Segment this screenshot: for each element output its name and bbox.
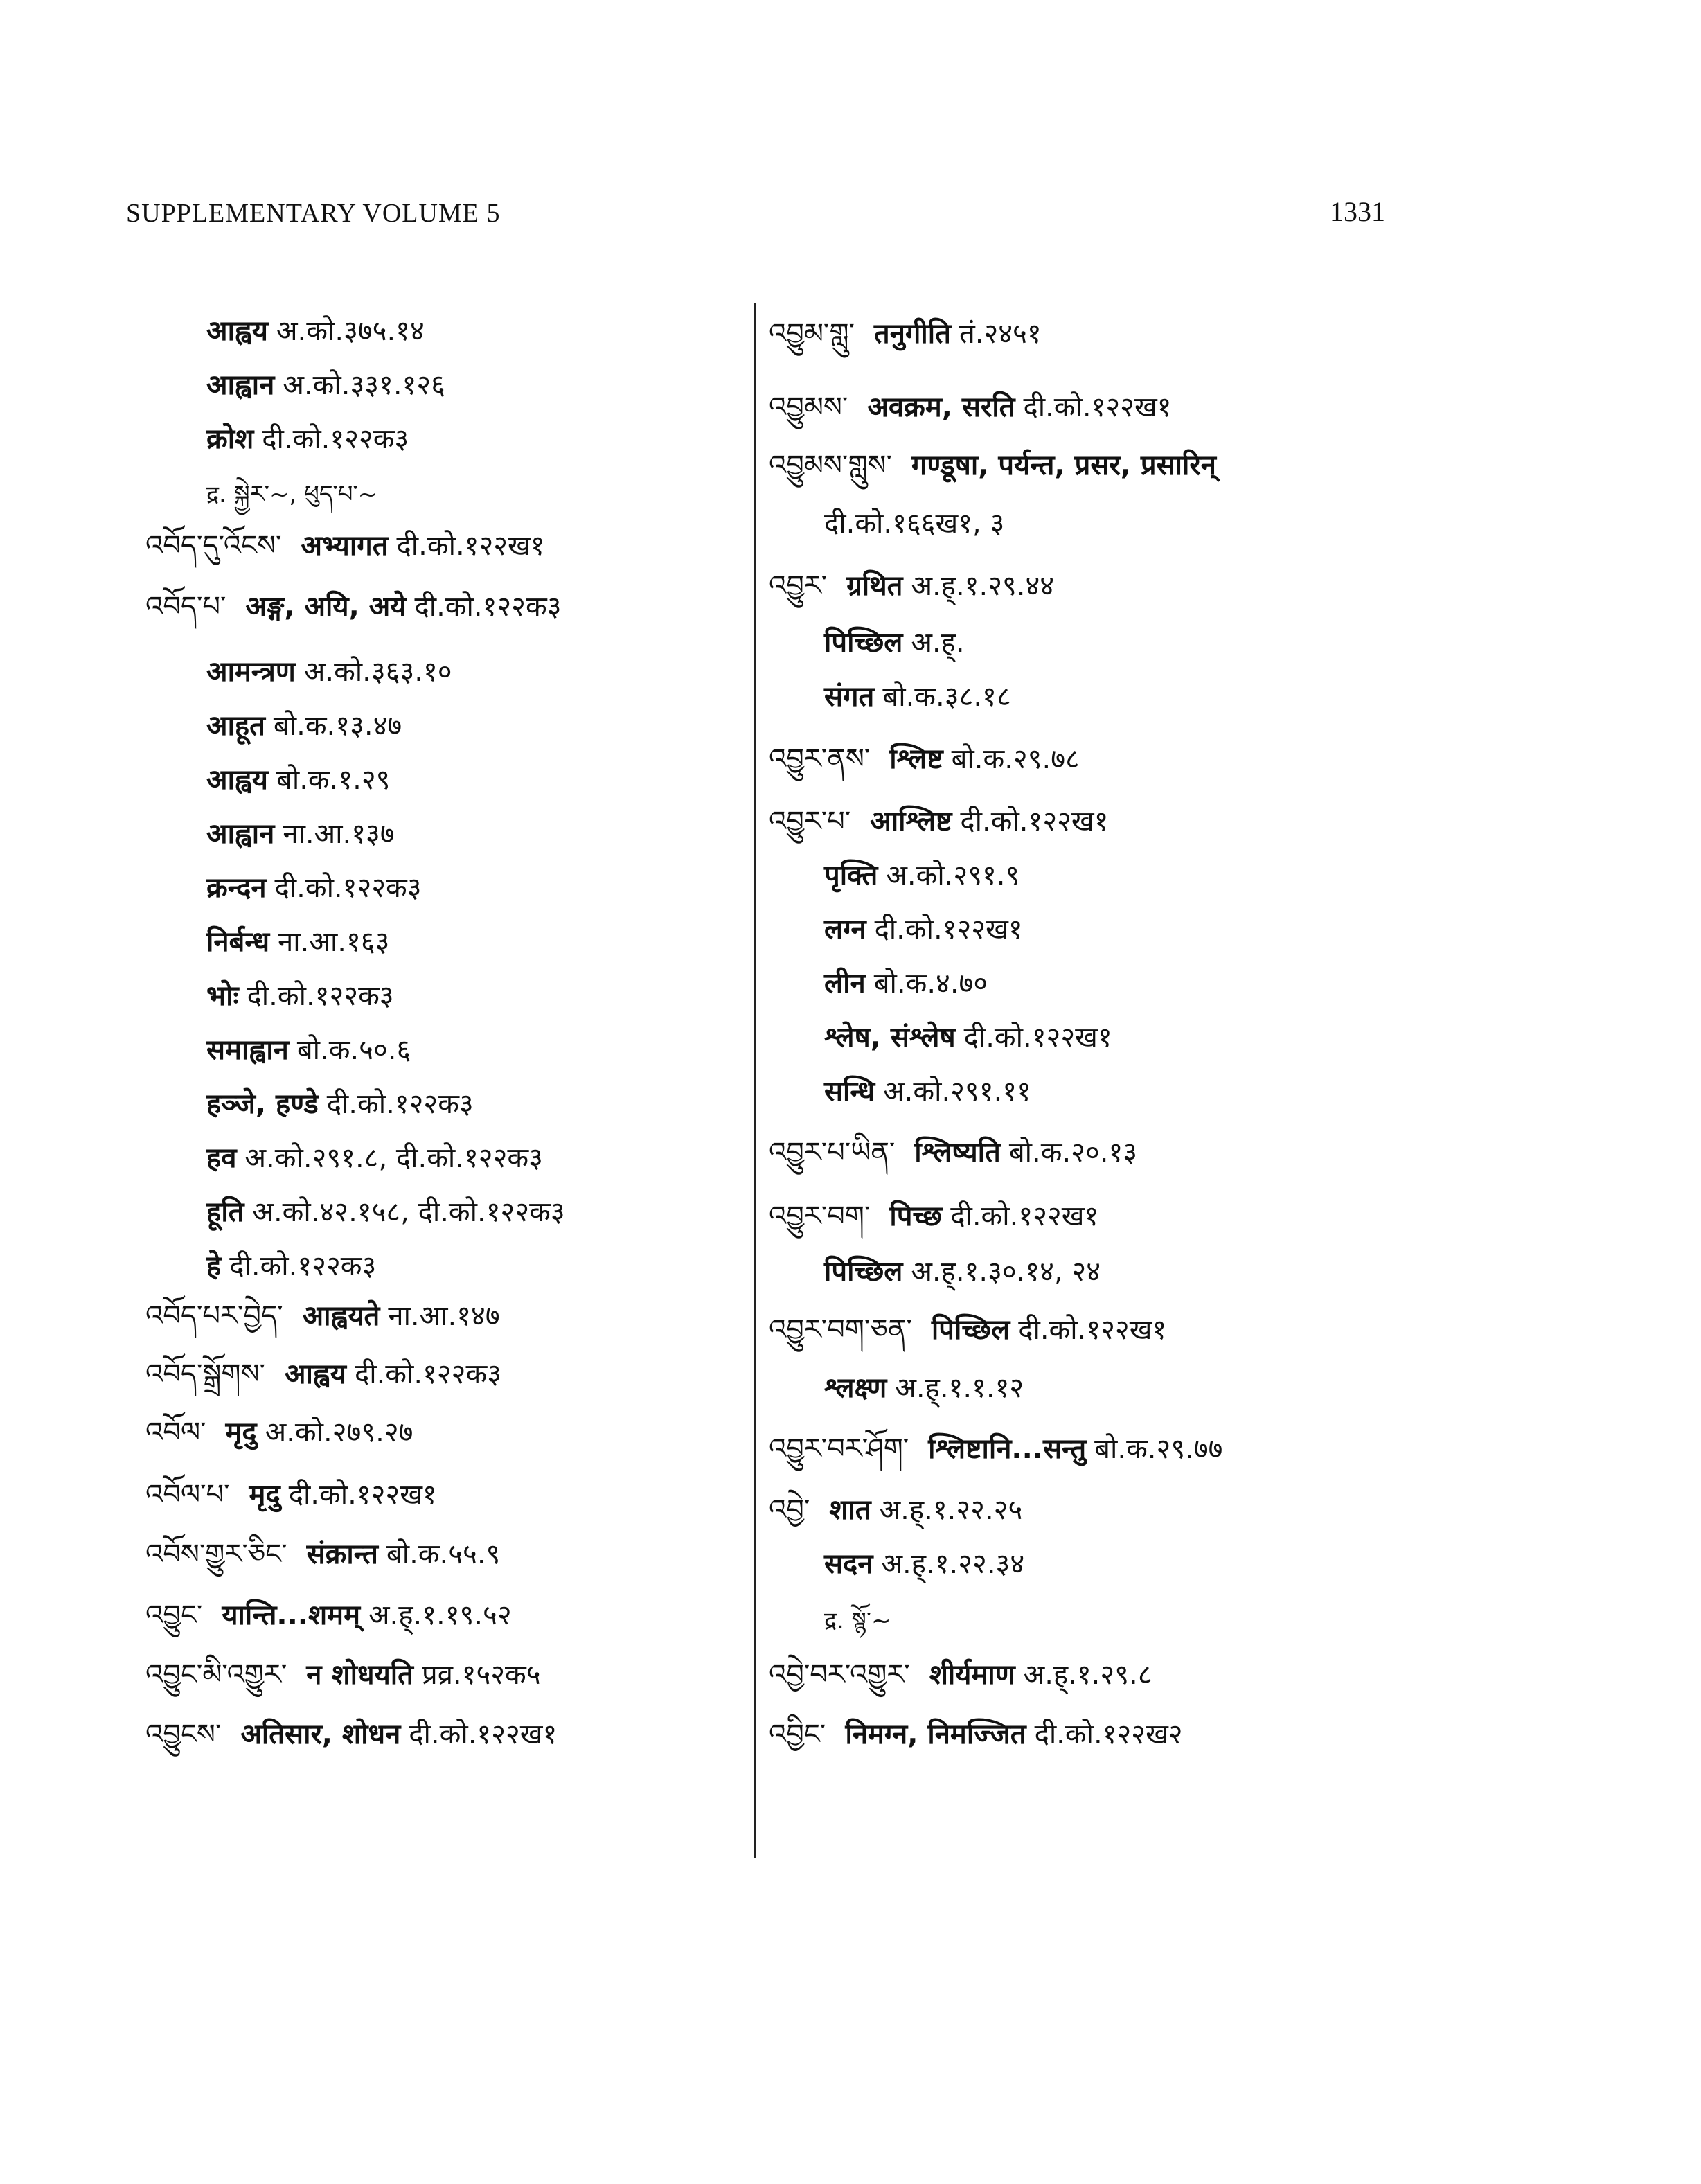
headword-entry (769, 314, 1042, 353)
source-reference: दी.को.१२२ख१ (950, 1200, 1099, 1232)
sub-entry (206, 1247, 376, 1286)
tibetan-headword: འབྱུར་པ་ཡིན་ (769, 1137, 896, 1169)
tibetan-headword: འབྱེ་ (769, 1494, 810, 1526)
headword-entry (145, 1535, 500, 1574)
sub-entry (824, 856, 1019, 895)
sanskrit-equivalent: अङ्ग, अयि, अये (245, 591, 407, 623)
sub-entry (206, 420, 409, 459)
source-reference: बो.क.२९.७८ (951, 743, 1080, 775)
cross-reference: द्र. སྙོ་~ (824, 1607, 891, 1635)
headword-entry (769, 1430, 1222, 1468)
headword-entry (769, 802, 1108, 841)
tibetan-headword: འབྱུམས་ (769, 391, 848, 423)
tibetan-headword: འབོད་པར་བྱེད་ (145, 1300, 283, 1332)
source-reference: अ.ह्.१.२९.४४ (911, 570, 1055, 602)
tibetan-headword: འབོད་དུ་འོངས་ (145, 530, 282, 562)
sanskrit-equivalent: तनुगीति (873, 318, 951, 350)
source-reference: दी.को.१२२क३ (414, 591, 562, 623)
sub-entry (206, 707, 402, 745)
sanskrit-equivalent: अतिसार, शोधन (240, 1719, 401, 1750)
tibetan-headword: འབྱེ་བར་འགྱུར་ (769, 1659, 910, 1691)
headword-entry (145, 1655, 541, 1694)
sanskrit-equivalent: श्लक्ष्ण (824, 1372, 887, 1404)
tibetan-headword: འབོས་གྱུར་ཅིང་ (145, 1538, 287, 1570)
source-reference: दी.को.१२२क३ (247, 980, 394, 1012)
sub-entry (206, 366, 445, 405)
sanskrit-equivalent: आह्वयते (302, 1300, 380, 1332)
headword-entry (769, 1491, 1022, 1529)
sanskrit-equivalent: लग्न (824, 914, 866, 945)
sub-entry (824, 910, 1023, 949)
tibetan-headword: འབོལ་ (145, 1417, 206, 1448)
source-reference: बो.क.४.७० (873, 968, 988, 1000)
cross-reference: द्र. སྐྱེར་~, ཕུད་པ་~ (206, 481, 378, 508)
sanskrit-equivalent: आह्वान (206, 369, 275, 401)
sub-entry (824, 1072, 1031, 1111)
source-reference: दी.को.१२२क३ (354, 1358, 501, 1390)
headword-entry (145, 1413, 413, 1452)
source-reference: अ.ह्.१.१९.५२ (368, 1599, 512, 1631)
sanskrit-equivalent: शात (829, 1494, 871, 1526)
sanskrit-equivalent: संगत (824, 681, 875, 713)
source-reference: अ.को.२९१.८, दी.को.१२२क३ (244, 1142, 543, 1174)
sanskrit-equivalent: सन्धि (824, 1076, 875, 1108)
source-reference: अ.को.३७५.१४ (276, 315, 425, 347)
sub-entry (206, 977, 394, 1015)
sub-entry (206, 923, 389, 961)
source-reference: दी.को.१२२ख१ (874, 914, 1023, 945)
sub-entry (206, 312, 425, 350)
sanskrit-equivalent: आह्वय (206, 315, 268, 347)
source-reference: बो.क.१३.४७ (273, 710, 402, 742)
sub-entry (824, 504, 1004, 543)
sanskrit-equivalent: शीर्यमाण (929, 1659, 1015, 1691)
source-reference: दी.को.१६६ख१, ३ (824, 508, 1005, 540)
sanskrit-equivalent: हे (206, 1250, 222, 1282)
source-reference: बो.क.१.२९ (276, 764, 391, 796)
source-reference: ना.आ.१६३ (278, 926, 390, 958)
source-reference: दी.को.१२२क३ (274, 872, 422, 904)
source-reference: ना.आ.१३७ (283, 818, 395, 850)
page-number: 1331 (1330, 196, 1385, 227)
source-reference: बो.क.५५.९ (386, 1538, 501, 1570)
source-reference: दी.को.१२२क३ (262, 423, 409, 455)
sanskrit-equivalent: पिच्छिल (824, 627, 903, 659)
sanskrit-equivalent: आह्वय (284, 1358, 346, 1390)
sub-entry (206, 1193, 565, 1232)
sanskrit-equivalent: निमग्न, निमज्जित (845, 1719, 1026, 1750)
tibetan-headword: འབྱུང་ (145, 1599, 203, 1631)
sanskrit-equivalent: न शोधयति (306, 1659, 413, 1691)
sub-entry (206, 474, 377, 514)
sub-entry (824, 1018, 1112, 1057)
sanskrit-equivalent: संक्रान्त (306, 1538, 378, 1570)
sub-entry (824, 1252, 1101, 1291)
source-reference: अ.को.३६३.१० (303, 656, 452, 688)
headword-entry (769, 1715, 1183, 1754)
sanskrit-equivalent: पिच्छिल (824, 1256, 903, 1288)
sanskrit-equivalent: निर्बन्ध (206, 926, 270, 958)
sub-entry (206, 815, 395, 853)
source-reference: दी.को.१२२ख१ (960, 806, 1109, 837)
sanskrit-equivalent: आह्वान (206, 818, 275, 850)
tibetan-headword: འབྱུར་ (769, 570, 828, 602)
sanskrit-equivalent: सदन (824, 1548, 873, 1580)
sanskrit-equivalent: पृक्ति (824, 860, 878, 891)
column-divider (754, 303, 756, 1858)
headword-entry (145, 1475, 437, 1514)
sanskrit-equivalent: लीन (824, 968, 866, 1000)
headword-entry (145, 1297, 500, 1335)
sanskrit-equivalent: अभ्यागत (301, 530, 389, 562)
sub-entry (206, 1031, 411, 1069)
tibetan-headword: འབྱུངས་ (145, 1719, 222, 1750)
headword-entry (145, 587, 562, 626)
headword-entry (769, 1311, 1166, 1349)
tibetan-headword: འབོལ་པ་ (145, 1479, 230, 1511)
sanskrit-equivalent: भोः (206, 980, 239, 1012)
source-reference: अ.ह्.१.२२.२५ (879, 1494, 1023, 1526)
source-reference: अ.ह्.१.१.१२ (895, 1372, 1024, 1404)
sanskrit-equivalent: मृदु (249, 1479, 280, 1511)
source-reference: दी.को.१२२ख१ (1023, 391, 1172, 423)
source-reference: तं.२४५१ (959, 318, 1042, 350)
sanskrit-equivalent: क्रन्दन (206, 872, 267, 904)
tibetan-headword: འབྱུར་ནས་ (769, 743, 871, 775)
source-reference: दी.को.१२२ख२ (1034, 1719, 1183, 1750)
source-reference: दी.को.१२२ख१ (288, 1479, 437, 1511)
sanskrit-equivalent: पिच्छ (889, 1200, 943, 1232)
source-reference: ना.आ.१४७ (388, 1300, 500, 1332)
source-reference: अ.को.२९१.११ (883, 1076, 1031, 1108)
source-reference: बो.क.३८.१८ (882, 681, 1011, 713)
sub-entry (206, 652, 452, 691)
source-reference: प्रव्र.१५२क५ (421, 1659, 541, 1691)
sub-entry (206, 761, 390, 799)
sub-entry (206, 1085, 474, 1124)
sub-entry (824, 1545, 1024, 1583)
running-head: SUPPLEMENTARY VOLUME 5 (126, 199, 501, 228)
source-reference: दी.को.१२२क३ (326, 1088, 474, 1120)
sub-entry (824, 623, 965, 662)
sanskrit-equivalent: गण्डूषा, पर्यन्त, प्रसर, प्रसारिन् (911, 450, 1216, 481)
source-reference: अ.ह्.१.३०.१४, २४ (911, 1256, 1101, 1288)
tibetan-headword: འབྱུར་བར་ཤོག་ (769, 1433, 909, 1465)
tibetan-headword: འབྱུར་བག་ (769, 1200, 871, 1232)
source-reference: अ.को.२७९.२७ (265, 1417, 413, 1448)
source-reference: अ.को.४२.१५८, दी.को.१२२क३ (252, 1196, 565, 1228)
headword-entry (769, 1197, 1098, 1236)
source-reference: बो.क.५०.६ (296, 1034, 411, 1066)
tibetan-headword: འབྱུམས་གླུས་ (769, 450, 892, 481)
sub-entry (824, 964, 988, 1003)
sanskrit-equivalent: क्रोश (206, 423, 254, 455)
sanskrit-equivalent: आश्लिष्ट (870, 806, 952, 837)
headword-entry (769, 388, 1171, 427)
sanskrit-equivalent: श्लिष्टानि...सन्तु (928, 1433, 1087, 1465)
tibetan-headword: འབོད་སྒྲོགས་ (145, 1358, 265, 1390)
sub-entry (824, 1600, 891, 1640)
sub-entry (824, 677, 1011, 716)
sanskrit-equivalent: पिच्छिल (931, 1314, 1010, 1346)
source-reference: अ.ह्.१.२२.३४ (881, 1548, 1025, 1580)
tibetan-headword: འབོད་པ་ (145, 591, 226, 623)
sanskrit-equivalent: श्लेष, संश्लेष (824, 1022, 956, 1054)
sanskrit-equivalent: ग्रथित (846, 570, 903, 602)
headword-entry (769, 446, 1224, 485)
source-reference: दी.को.१२२क३ (229, 1250, 377, 1282)
tibetan-headword: འབྱིང་ (769, 1719, 826, 1750)
sanskrit-equivalent: हव (206, 1142, 237, 1174)
headword-entry (769, 1655, 1152, 1694)
source-reference: दी.को.१२२ख१ (409, 1719, 558, 1750)
sanskrit-equivalent: मृदु (225, 1417, 257, 1448)
sanskrit-equivalent: अवक्रम, सरति (867, 391, 1015, 423)
source-reference: अ.को.३३१.१२६ (283, 369, 445, 401)
headword-entry (769, 1133, 1137, 1172)
sub-entry (206, 869, 422, 907)
tibetan-headword: འབྱུམ་གླུ་ (769, 318, 855, 350)
source-reference: अ.ह्. (911, 627, 965, 659)
sanskrit-equivalent: हूति (206, 1196, 244, 1228)
sanskrit-equivalent: यान्ति...शमम् (222, 1599, 360, 1631)
source-reference: अ.को.२९१.९ (886, 860, 1020, 891)
sanskrit-equivalent: समाह्वान (206, 1034, 289, 1066)
tibetan-headword: འབྱུང་མི་འགྱུར་ (145, 1659, 287, 1691)
headword-entry (769, 740, 1080, 779)
headword-entry (769, 567, 1054, 605)
headword-entry (145, 1355, 501, 1394)
headword-entry (145, 1715, 557, 1754)
source-reference: अ.ह्.१.२९.८ (1023, 1659, 1152, 1691)
sub-entry (206, 1139, 543, 1178)
sanskrit-equivalent: श्लिष्ट (889, 743, 943, 775)
sanskrit-equivalent: हञ्जे, हण्डे (206, 1088, 319, 1120)
source-reference: दी.को.१२२ख१ (396, 530, 545, 562)
source-reference: दी.को.१२२ख१ (963, 1022, 1112, 1054)
source-reference: बो.क.२९.७७ (1094, 1433, 1223, 1465)
source-reference: दी.को.१२२ख१ (1018, 1314, 1167, 1346)
sanskrit-equivalent: आहूत (206, 710, 265, 742)
sanskrit-equivalent: आमन्त्रण (206, 656, 296, 688)
sanskrit-equivalent: श्लिष्यति (914, 1137, 1001, 1169)
sanskrit-equivalent: आह्वय (206, 764, 268, 796)
tibetan-headword: འབྱུར་བག་ཅན་ (769, 1314, 912, 1346)
headword-entry (145, 1596, 512, 1635)
tibetan-headword: འབྱུར་པ་ (769, 806, 851, 837)
headword-entry (145, 526, 545, 565)
source-reference: बो.क.२०.१३ (1008, 1137, 1138, 1169)
sub-entry (824, 1369, 1024, 1408)
